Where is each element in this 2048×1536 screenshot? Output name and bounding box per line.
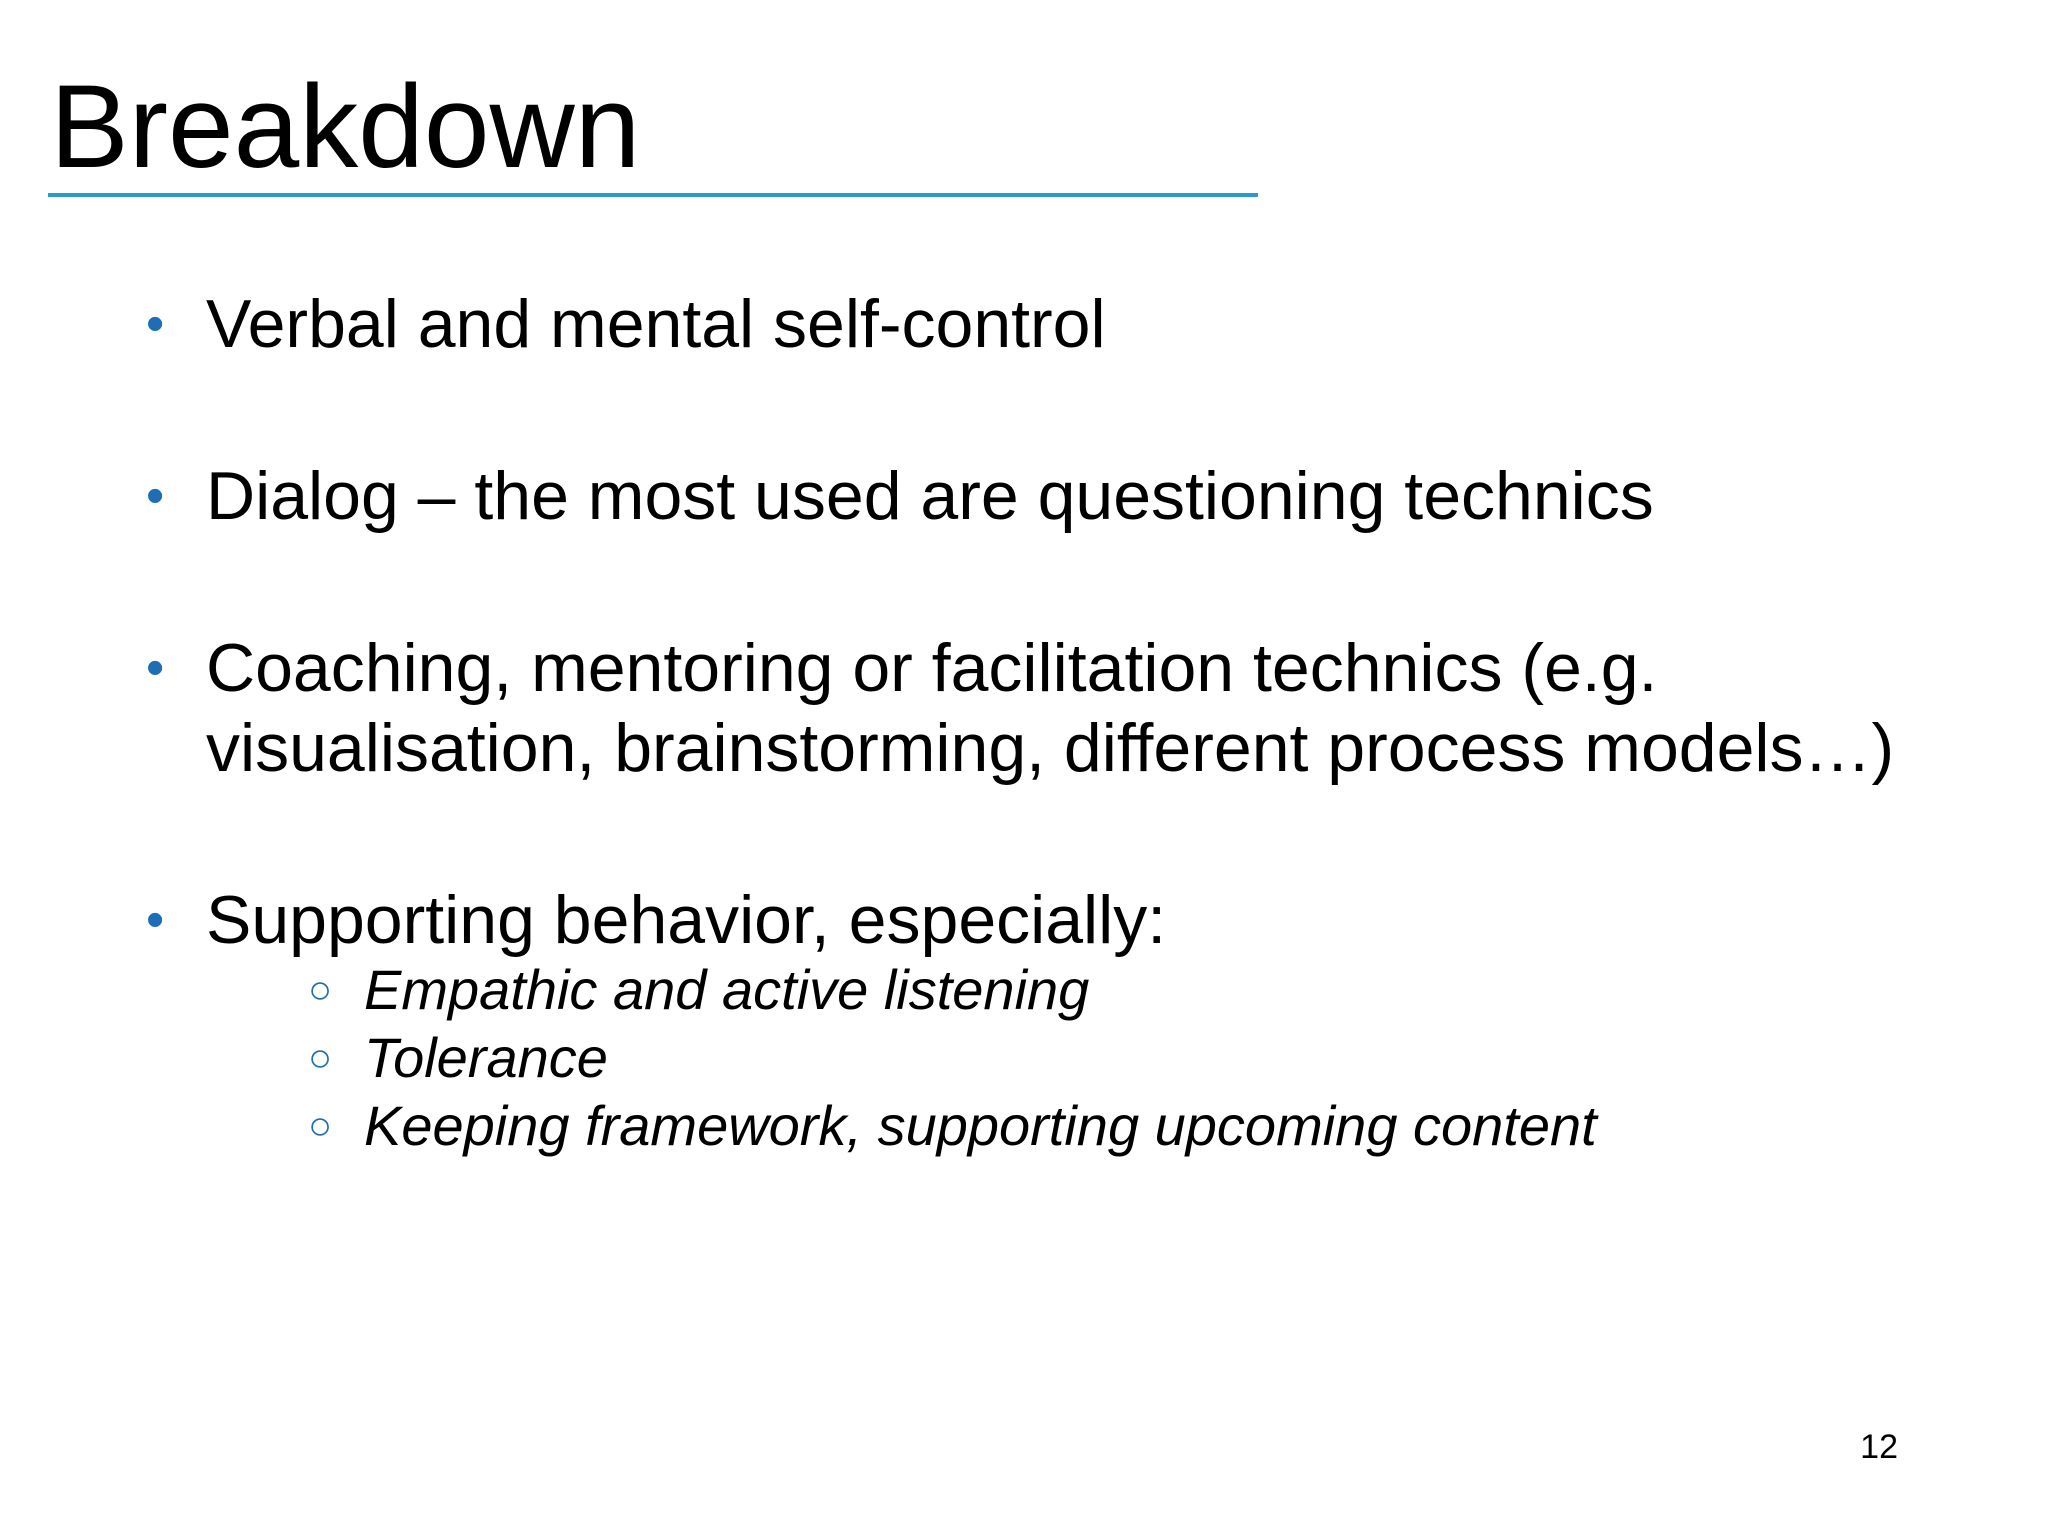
sub-bullet-text: Keeping framework, supporting upcoming content (364, 1094, 1597, 1157)
sub-bullet-list (308, 956, 1597, 1160)
bullet-item (140, 284, 1106, 364)
bullet-text (206, 456, 1654, 536)
sub-bullet-item (308, 1024, 1597, 1092)
sub-bullet-text: Tolerance (364, 1026, 608, 1089)
bullet-text (206, 284, 1106, 364)
sub-bullet-mark: ○ (308, 1036, 333, 1080)
slide-title: Breakdown (50, 61, 641, 193)
bullet-mark: • (146, 295, 165, 353)
bullet-line: Supporting behavior, especially: (206, 882, 1167, 958)
bullet-mark: • (146, 891, 165, 949)
bullet-text (206, 880, 1166, 960)
bullet-line: Verbal and mental self-control (206, 286, 1106, 362)
sub-bullet-item (308, 1092, 1597, 1160)
page-number: 12 (1860, 1428, 1898, 1466)
sub-bullet-mark: ○ (308, 1104, 333, 1148)
bullet-line: visualisation, brainstorming, different process models…) (206, 710, 1895, 786)
bullet-mark: • (146, 467, 165, 525)
sub-bullet-mark: ○ (308, 968, 333, 1012)
sub-bullet-text: Empathic and active listening (364, 958, 1090, 1021)
bullet-item (140, 456, 1654, 536)
bullet-item (140, 880, 1166, 960)
bullet-text (206, 628, 1894, 788)
bullet-mark: • (146, 639, 165, 697)
bullet-line: Coaching, mentoring or facilitation technics (e.g. (206, 630, 1658, 706)
bullet-item (140, 628, 1894, 788)
bullet-line: Dialog – the most used are questioning technics (206, 458, 1654, 534)
sub-bullet-item (308, 956, 1597, 1024)
